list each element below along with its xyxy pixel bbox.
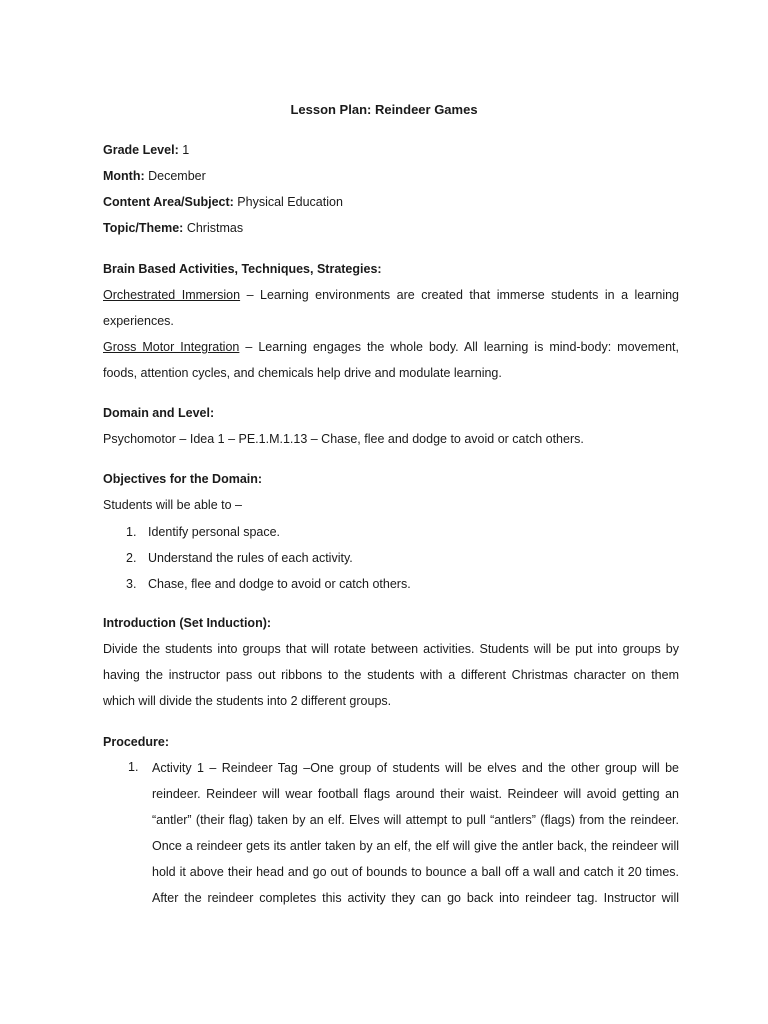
grade-level-label: Grade Level: xyxy=(103,143,179,157)
introduction-line: which will divide the students into 2 different groups. xyxy=(103,694,392,708)
introduction-line: having the instructor pass out ribbons to the students with a different Christmas character on them xyxy=(103,668,679,682)
objective-number: 2. xyxy=(126,551,137,565)
subject-label: Content Area/Subject: xyxy=(103,195,234,209)
objective-text: Chase, flee and dodge to avoid or catch others. xyxy=(148,577,411,591)
month-value: December xyxy=(144,169,206,183)
topic-line xyxy=(103,220,243,236)
month-line xyxy=(103,168,206,184)
topic-value: Christmas xyxy=(183,221,244,235)
month-label: Month: xyxy=(103,169,145,183)
objectives-heading: Objectives for the Domain: xyxy=(103,472,263,486)
page-title: Lesson Plan: Reindeer Games xyxy=(290,102,478,117)
objective-number: 1. xyxy=(126,525,137,539)
grade-level-line xyxy=(103,142,189,158)
procedure-line: reindeer. Reindeer will wear football flags around their waist. Reindeer will avoid getting an xyxy=(152,787,679,801)
procedure-line: After the reindeer completes this activity they can go back into reindeer tag. Instructor will xyxy=(152,891,679,905)
procedure-line: “antler” (their flag) taken by an elf. Elves will attempt to pull “antlers” (flags) from the reindeer. xyxy=(152,813,679,827)
domain-heading: Domain and Level: xyxy=(103,406,215,420)
brain-item1-term: Orchestrated Immersion xyxy=(103,288,241,302)
objective-text: Understand the rules of each activity. xyxy=(148,551,353,565)
procedure-heading: Procedure: xyxy=(103,735,169,749)
introduction-heading: Introduction (Set Induction): xyxy=(103,616,272,630)
topic-label: Topic/Theme: xyxy=(103,221,184,235)
grade-level-value: 1 xyxy=(178,143,190,157)
brain-item2-line2: foods, attention cycles, and chemicals help drive and modulate learning. xyxy=(103,366,502,380)
objectives-intro: Students will be able to – xyxy=(103,498,242,512)
procedure-line: Activity 1 – Reindeer Tag –One group of students will be elves and the other group will be xyxy=(152,761,679,775)
brain-item1-desc: – Learning environments are created that immerse students in a learning xyxy=(240,288,680,302)
procedure-line: Once a reindeer gets its antler taken by an elf, the elf will give the antler back, the reindeer will xyxy=(152,839,679,853)
brain-item2-desc: – Learning engages the whole body. All learning is mind-body: movement, xyxy=(239,340,680,354)
subject-line xyxy=(103,194,343,210)
subject-value: Physical Education xyxy=(233,195,343,209)
introduction-line: Divide the students into groups that will rotate between activities. Students will be put into groups by xyxy=(103,642,679,656)
domain-text: Psychomotor – Idea 1 – PE.1.M.1.13 – Chase, flee and dodge to avoid or catch others. xyxy=(103,432,584,446)
objective-text: Identify personal space. xyxy=(148,525,281,539)
brain-item1-line1 xyxy=(103,287,679,303)
brain-heading: Brain Based Activities, Techniques, Strategies: xyxy=(103,262,382,276)
brain-item2-term: Gross Motor Integration xyxy=(103,340,240,354)
procedure-line: hold it above their head and go out of bounds to bounce a ball off a wall and catch it 20 times. xyxy=(152,865,679,879)
procedure-number: 1. xyxy=(128,760,139,774)
brain-item1-line2: experiences. xyxy=(103,314,174,328)
objective-number: 3. xyxy=(126,577,137,591)
brain-item2-line1 xyxy=(103,339,679,355)
